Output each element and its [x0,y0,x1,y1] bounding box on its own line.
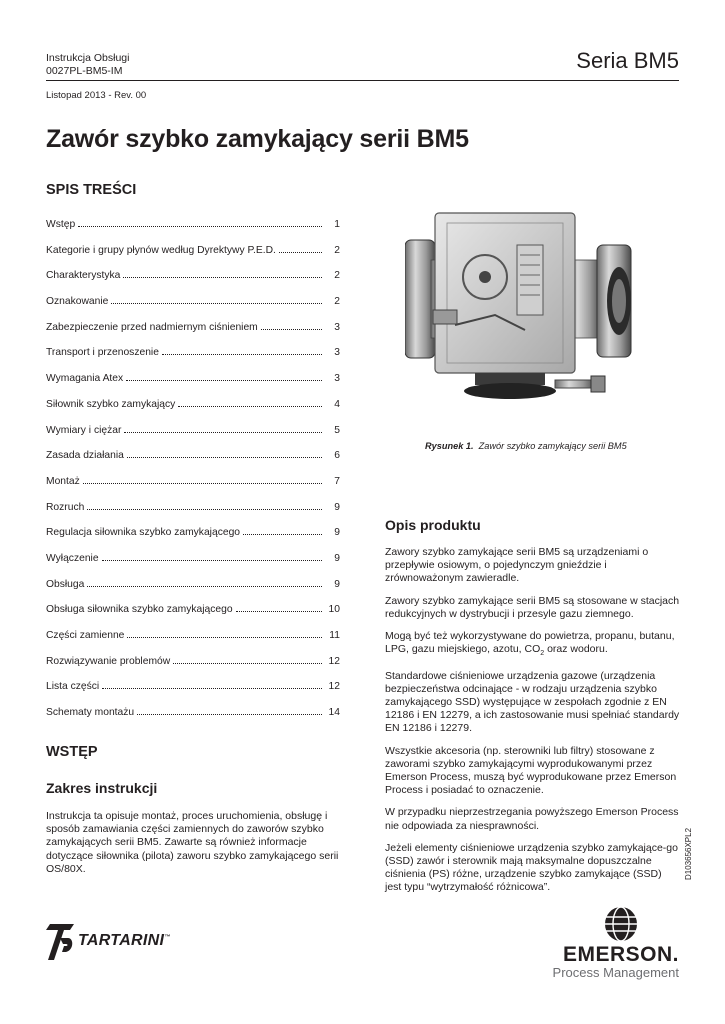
toc-item[interactable] [46,425,340,451]
toc-item[interactable] [46,656,340,682]
doc-code: 0027PL-BM5-IM [46,65,123,77]
figure-label: Rysunek 1. [425,441,474,451]
toc-item-page: 9 [334,527,340,539]
toc-item[interactable] [46,579,340,605]
tartarini-mark-icon [46,920,76,962]
product-description-heading: Opis produktu [385,517,481,533]
toc-item-label: Regulacja siłownika szybko zamykającego [46,527,241,539]
toc-item-label: Lista części [46,681,100,693]
toc-item-label: Transport i przenoszenie [46,347,159,359]
toc-item-page: 5 [334,424,340,436]
toc-leader-dots [243,534,322,535]
product-paragraph-7: Jeżeli elementy ciśnieniowe urządzenia szybko zamykające-go (SSD) zawór i sterownik mają maksymalne dopuszczalne ciśnienia (PS) różne, urządzenie szybko zamykające (SSD) jest typu “wytrzymałość różnicowa”. [385,841,678,894]
toc-item-label: Wyłączenie [46,552,99,564]
revision-date: Listopad 2013 - Rev. 00 [46,90,147,101]
toc-item-label: Charakterystyka [46,270,121,282]
toc-item-label: Wymiary i ciężar [46,424,122,436]
toc-item-page: 9 [334,501,340,513]
tartarini-wordmark: TARTARINI™ [78,932,171,949]
toc-item-page: 11 [329,630,340,641]
toc-item-page: 12 [328,681,340,693]
product-paragraph-2: Zawory szybko zamykające serii BM5 są stosowane w stacjach redukcyjnych w dystrybucji i przesyle gazu ziemnego. [385,594,680,620]
toc-leader-dots [173,663,322,664]
toc-leader-dots [83,483,322,484]
product-description [385,546,680,904]
toc-item-label: Rozwiązywanie problemów [46,655,171,667]
toc-leader-dots [137,714,322,715]
toc-item-page: 7 [334,475,340,487]
table-of-contents [46,219,340,733]
toc-item[interactable] [46,322,340,348]
toc-item[interactable] [46,476,340,502]
toc-item-page: 6 [334,450,340,462]
toc-leader-dots [261,329,322,330]
toc-leader-dots [87,586,322,587]
toc-item-label: Obsługa siłownika szybko zamykającego [46,604,233,616]
toc-item-page: 10 [328,604,340,616]
emerson-logo [539,905,679,980]
toc-item-label: Obsługa [46,578,85,590]
toc-item-label: Schematy montażu [46,707,135,719]
toc-item-page: 4 [334,398,340,410]
valve-photo [405,205,645,420]
toc-leader-dots [78,226,322,227]
toc-item[interactable] [46,219,340,245]
product-paragraph-3: Mogą być też wykorzystywane do powietrza, propanu, butanu, LPG, gazu miejskiego, azotu, $CO_2$ oraz wodoru. [385,630,675,658]
toc-item[interactable] [46,270,340,296]
subsection-heading-scope: Zakres instrukcji [46,780,158,796]
emerson-wordmark: EMERSON. [562,943,679,966]
toc-item-label: Oznakowanie [46,296,109,308]
product-paragraph-6: W przypadku nieprzestrzegania powyższego Emerson Process nie odpowiada za niesprawności. [385,806,679,832]
toc-item-label: Rozruch [46,501,85,513]
toc-item[interactable] [46,527,340,553]
toc-item-page: 9 [334,578,340,590]
toc-leader-dots [102,560,322,561]
toc-item-page: 3 [334,321,340,333]
header-divider [46,80,679,81]
toc-item-page: 2 [334,270,340,282]
toc-item-page: 3 [334,373,340,385]
toc-item[interactable] [46,347,340,373]
toc-item-label: Części zamienne [46,630,125,641]
page-title: Zawór szybko zamykający serii BM5 [46,125,469,153]
toc-item[interactable] [46,604,340,630]
toc-item[interactable] [46,630,340,656]
toc-item[interactable] [46,681,340,707]
toc-item-page: 2 [334,296,340,308]
toc-item[interactable] [46,707,340,733]
toc-leader-dots [126,380,322,381]
figure-caption-text: Zawór szybko zamykający serii BM5 [478,441,627,451]
toc-item[interactable] [46,553,340,579]
toc-item[interactable] [46,296,340,322]
toc-leader-dots [236,611,322,612]
toc-item-label: Montaż [46,475,80,487]
toc-item-page: 2 [334,244,340,256]
section-heading-intro: WSTĘP [46,744,98,760]
toc-item-page: 1 [334,219,340,230]
toc-heading: SPIS TREŚCI [46,182,137,198]
toc-item[interactable] [46,450,340,476]
toc-item-page: 9 [334,552,340,564]
product-paragraph-1: Zawory szybko zamykające serii BM5 są urządzeniami o przepływie osiowym, o pojedynczym gnieździe i zrównoważonym zawieradle. [385,546,649,585]
emerson-globe-icon [603,905,639,943]
toc-item-label: Siłownik szybko zamykający [46,398,176,410]
toc-item-label: Zasada działania [46,450,124,462]
emerson-subtitle: Process Management [552,965,679,980]
toc-item-label: Wymagania Atex [46,373,124,385]
toc-item-label: Kategorie i grupy płynów według Dyrektywy P.E.D. [46,244,276,256]
intro-paragraph: Instrukcja ta opisuje montaż, proces uruchomienia, obsługę i sposób zamawiania części zamiennych do zaworów szybko zamykających serii BM5. Zawarte są również informacje dotyczące siłownika (pilota) zaworu szybko zamykającego serii OS/80X. [46,810,339,875]
toc-item-label: Zabezpieczenie przed nadmiernym ciśnieniem [46,321,258,333]
toc-item-page: 3 [334,347,340,359]
series-label: Seria BM5 [576,48,679,73]
toc-item[interactable] [46,399,340,425]
toc-item[interactable] [46,502,340,528]
toc-leader-dots [87,509,322,510]
toc-item[interactable] [46,373,340,399]
toc-leader-dots [102,688,322,689]
document-id: D103656XPL2 [684,827,693,880]
tartarini-logo [46,920,171,962]
toc-leader-dots [127,637,322,638]
toc-item-label: Wstęp [46,219,76,230]
toc-item-page: 12 [328,655,340,667]
toc-item[interactable] [46,245,340,271]
toc-leader-dots [111,303,322,304]
toc-leader-dots [124,432,322,433]
product-paragraph-4: Standardowe ciśnieniowe urządzenia gazowe (urządzenia bezpieczeństwa odcinające - w rodzaju urządzenia szybko zamykającego SSD) występujące w zespołach zgodnie z EN 12186 i EN 12279, a ich zastosowanie musi spełniać standardy EN 12186 i 12279. [385,669,680,735]
document-header [46,52,129,78]
figure-caption [425,441,627,451]
toc-leader-dots [279,252,322,253]
doc-type: Instrukcja Obsługi [46,52,130,64]
toc-item-page: 14 [328,707,340,719]
product-paragraph-5: Wszystkie akcesoria (np. sterowniki lub filtry) stosowane z zaworami szybko zamykającymi wyprodukowanymi przez Emerson Process, muszą być wyprodukowane przez Emerson Process i posiadać to oznaczenie. [385,744,677,797]
toc-leader-dots [127,457,322,458]
toc-leader-dots [123,277,322,278]
toc-leader-dots [162,354,322,355]
toc-leader-dots [178,406,322,407]
